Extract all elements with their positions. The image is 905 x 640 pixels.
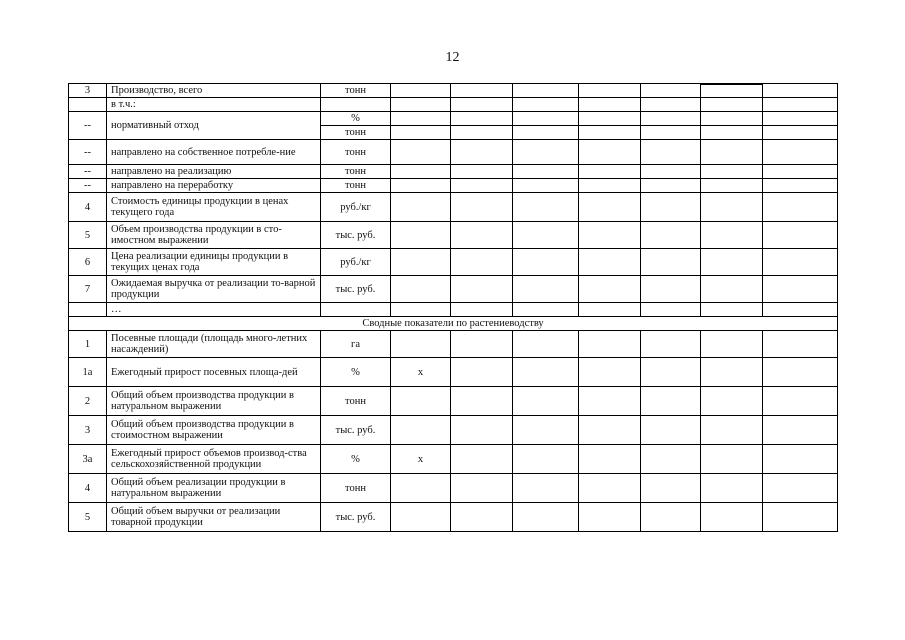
value-cell — [763, 179, 838, 193]
row-number: 1а — [69, 358, 107, 387]
value-cell — [763, 387, 838, 416]
row-number: 3 — [69, 84, 107, 98]
table-row — [69, 179, 838, 193]
value-cell — [641, 193, 701, 222]
value-cell — [513, 276, 579, 303]
row-description: Цена реализации единицы продукции в текущих ценах года — [107, 249, 321, 276]
value-cell — [513, 222, 579, 249]
value-cell — [391, 387, 451, 416]
value-cell — [701, 358, 763, 387]
value-cell — [701, 179, 763, 193]
table-row — [69, 276, 838, 303]
table-row — [69, 98, 838, 112]
row-description: Общий объем производства продукции в натуральном выражении — [107, 387, 321, 416]
value-cell — [579, 140, 641, 165]
value-cell — [513, 84, 579, 98]
value-cell — [391, 193, 451, 222]
table-row — [69, 445, 838, 474]
value-cell — [451, 140, 513, 165]
value-cell — [641, 445, 701, 474]
section-title: Сводные показатели по растениеводству — [69, 317, 838, 331]
value-cell — [641, 84, 701, 98]
x-mark: х — [391, 358, 451, 387]
row-unit: га — [321, 331, 391, 358]
value-cell — [641, 112, 701, 126]
value-cell — [513, 503, 579, 532]
value-cell — [579, 474, 641, 503]
value-cell — [513, 445, 579, 474]
row-description: Стоимость единицы продукции в ценах текущего года — [107, 193, 321, 222]
table-row — [69, 84, 838, 98]
value-cell — [579, 445, 641, 474]
value-cell — [513, 387, 579, 416]
value-cell — [701, 112, 763, 126]
value-cell — [641, 303, 701, 317]
table-row — [69, 193, 838, 222]
value-cell — [391, 276, 451, 303]
value-cell — [513, 474, 579, 503]
row-number: 6 — [69, 249, 107, 276]
x-mark: х — [391, 445, 451, 474]
value-cell — [451, 474, 513, 503]
table-row — [69, 222, 838, 249]
value-cell — [641, 474, 701, 503]
value-cell — [579, 331, 641, 358]
table-row — [69, 140, 838, 165]
value-cell — [451, 445, 513, 474]
value-cell — [579, 179, 641, 193]
value-cell — [579, 358, 641, 387]
value-cell — [701, 387, 763, 416]
value-cell — [641, 126, 701, 140]
value-cell — [763, 358, 838, 387]
value-cell — [701, 503, 763, 532]
value-cell — [513, 112, 579, 126]
table-row — [69, 474, 838, 503]
value-cell — [391, 249, 451, 276]
value-cell — [641, 503, 701, 532]
value-cell — [763, 416, 838, 445]
row-unit: тонн — [321, 140, 391, 165]
value-cell — [701, 276, 763, 303]
value-cell — [763, 165, 838, 179]
row-number: 4 — [69, 474, 107, 503]
value-cell — [641, 165, 701, 179]
value-cell — [513, 249, 579, 276]
value-cell — [763, 84, 838, 98]
table-row — [69, 249, 838, 276]
value-cell — [513, 193, 579, 222]
table-row — [69, 331, 838, 358]
row-description: в т.ч.: — [107, 98, 321, 112]
table-row — [69, 165, 838, 179]
row-description: направлено на собственное потребле-ние — [107, 140, 321, 165]
value-cell — [579, 165, 641, 179]
value-cell — [451, 193, 513, 222]
page-number: 12 — [445, 50, 460, 65]
row-number: 4 — [69, 193, 107, 222]
row-number — [69, 98, 107, 112]
row-number: 5 — [69, 222, 107, 249]
value-cell — [513, 303, 579, 317]
row-number: 3 — [69, 416, 107, 445]
value-cell — [513, 140, 579, 165]
value-cell — [451, 222, 513, 249]
row-number — [69, 303, 107, 317]
value-cell — [451, 165, 513, 179]
row-unit: % — [321, 358, 391, 387]
table-row — [69, 303, 838, 317]
value-cell — [451, 126, 513, 140]
value-cell — [641, 98, 701, 112]
row-unit — [321, 303, 391, 317]
value-cell — [391, 303, 451, 317]
value-cell — [579, 84, 641, 98]
row-unit — [321, 98, 391, 112]
row-description: … — [107, 303, 321, 317]
value-cell — [391, 126, 451, 140]
value-cell — [513, 98, 579, 112]
indicators-table — [68, 83, 838, 532]
value-cell — [391, 112, 451, 126]
value-cell — [391, 503, 451, 532]
value-cell — [579, 503, 641, 532]
value-cell — [763, 474, 838, 503]
value-cell — [701, 416, 763, 445]
value-cell — [641, 358, 701, 387]
value-cell — [641, 222, 701, 249]
row-number: 1 — [69, 331, 107, 358]
value-cell — [763, 331, 838, 358]
value-cell — [701, 165, 763, 179]
value-cell — [391, 416, 451, 445]
value-cell — [701, 445, 763, 474]
row-description: Ежегодный прирост объемов производ-ства сельскохозяйственной продукции — [107, 445, 321, 474]
value-cell — [451, 303, 513, 317]
value-cell — [451, 84, 513, 98]
value-cell — [579, 276, 641, 303]
table-row — [69, 112, 838, 126]
row-description: Общий объем производства продукции в стоимостном выражении — [107, 416, 321, 445]
row-number: 3а — [69, 445, 107, 474]
row-unit: тонн — [321, 126, 391, 140]
value-cell — [701, 331, 763, 358]
value-cell — [701, 84, 763, 98]
row-description: Объем производства продукции в сто-имостном выражении — [107, 222, 321, 249]
value-cell — [579, 126, 641, 140]
row-unit: % — [321, 112, 391, 126]
value-cell — [701, 222, 763, 249]
value-cell — [391, 179, 451, 193]
value-cell — [641, 140, 701, 165]
row-number: -- — [69, 165, 107, 179]
table-row — [69, 387, 838, 416]
value-cell — [701, 98, 763, 112]
value-cell — [579, 303, 641, 317]
value-cell — [579, 98, 641, 112]
row-description: нормативный отход — [107, 112, 321, 140]
value-cell — [641, 416, 701, 445]
value-cell — [701, 193, 763, 222]
value-cell — [641, 387, 701, 416]
value-cell — [513, 416, 579, 445]
value-cell — [451, 416, 513, 445]
value-cell — [763, 140, 838, 165]
row-unit: тонн — [321, 84, 391, 98]
value-cell — [579, 416, 641, 445]
value-cell — [513, 179, 579, 193]
row-description: Ожидаемая выручка от реализации то-варной продукции — [107, 276, 321, 303]
row-number: 5 — [69, 503, 107, 532]
value-cell — [451, 249, 513, 276]
value-cell — [451, 358, 513, 387]
value-cell — [763, 222, 838, 249]
row-description: Общий объем реализации продукции в натуральном выражении — [107, 474, 321, 503]
value-cell — [701, 474, 763, 503]
value-cell — [701, 126, 763, 140]
value-cell — [763, 503, 838, 532]
row-description: направлено на переработку — [107, 179, 321, 193]
value-cell — [701, 140, 763, 165]
value-cell — [763, 249, 838, 276]
value-cell — [763, 303, 838, 317]
row-description: Посевные площади (площадь много-летних насаждений) — [107, 331, 321, 358]
value-cell — [391, 165, 451, 179]
row-unit: руб./кг — [321, 193, 391, 222]
section-row — [69, 317, 838, 331]
value-cell — [579, 112, 641, 126]
row-number: -- — [69, 140, 107, 165]
row-unit: руб./кг — [321, 249, 391, 276]
value-cell — [391, 222, 451, 249]
value-cell — [513, 126, 579, 140]
value-cell — [451, 98, 513, 112]
row-unit: тыс. руб. — [321, 276, 391, 303]
row-description: Общий объем выручки от реализации товарной продукции — [107, 503, 321, 532]
value-cell — [391, 331, 451, 358]
value-cell — [451, 331, 513, 358]
value-cell — [763, 126, 838, 140]
table-row — [69, 358, 838, 387]
value-cell — [701, 249, 763, 276]
value-cell — [579, 387, 641, 416]
row-number: -- — [69, 112, 107, 140]
value-cell — [451, 179, 513, 193]
row-unit: тонн — [321, 387, 391, 416]
value-cell — [763, 445, 838, 474]
row-unit: тонн — [321, 179, 391, 193]
row-unit: тонн — [321, 165, 391, 179]
value-cell — [641, 276, 701, 303]
row-description: направлено на реализацию — [107, 165, 321, 179]
value-cell — [641, 331, 701, 358]
value-cell — [513, 358, 579, 387]
row-number: -- — [69, 179, 107, 193]
row-unit: тыс. руб. — [321, 503, 391, 532]
value-cell — [391, 474, 451, 503]
row-description: Производство, всего — [107, 84, 321, 98]
value-cell — [451, 112, 513, 126]
table-row — [69, 503, 838, 532]
value-cell — [579, 193, 641, 222]
value-cell — [513, 165, 579, 179]
value-cell — [763, 98, 838, 112]
value-cell — [451, 387, 513, 416]
value-cell — [763, 276, 838, 303]
value-cell — [763, 193, 838, 222]
row-number: 7 — [69, 276, 107, 303]
row-unit: тыс. руб. — [321, 416, 391, 445]
row-unit: % — [321, 445, 391, 474]
table-row — [69, 416, 838, 445]
value-cell — [641, 249, 701, 276]
value-cell — [391, 84, 451, 98]
row-number: 2 — [69, 387, 107, 416]
value-cell — [513, 331, 579, 358]
row-unit: тонн — [321, 474, 391, 503]
value-cell — [579, 222, 641, 249]
value-cell — [763, 112, 838, 126]
value-cell — [391, 140, 451, 165]
value-cell — [641, 179, 701, 193]
value-cell — [451, 276, 513, 303]
value-cell — [579, 249, 641, 276]
row-description: Ежегодный прирост посевных площа-дей — [107, 358, 321, 387]
value-cell — [451, 503, 513, 532]
value-cell — [391, 98, 451, 112]
row-unit: тыс. руб. — [321, 222, 391, 249]
value-cell — [701, 303, 763, 317]
